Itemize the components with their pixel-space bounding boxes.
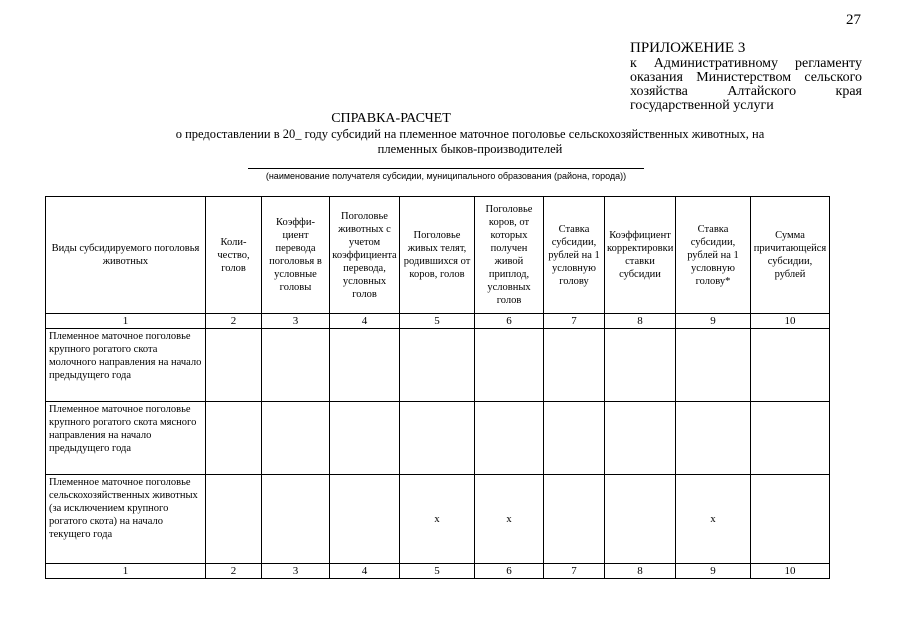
table-cell: x bbox=[676, 475, 751, 564]
column-number: 1 bbox=[46, 314, 206, 329]
column-number: 3 bbox=[262, 314, 330, 329]
column-number: 10 bbox=[751, 564, 830, 579]
column-number: 7 bbox=[544, 314, 605, 329]
row-label: Племенное маточное поголовье крупного рогатого скота мясного направления на начало предыдущего года bbox=[46, 402, 206, 475]
table-cell bbox=[400, 329, 475, 402]
table-cell bbox=[676, 402, 751, 475]
column-number: 6 bbox=[475, 314, 544, 329]
table-cell bbox=[330, 402, 400, 475]
column-header: Коэффи-циент перевода поголовья в условные головы bbox=[262, 197, 330, 314]
appendix-title: ПРИЛОЖЕНИЕ 3 bbox=[630, 40, 746, 56]
table-row bbox=[46, 329, 830, 402]
column-number: 9 bbox=[676, 564, 751, 579]
table-cell bbox=[605, 475, 676, 564]
column-header: Коли-чество, голов bbox=[206, 197, 262, 314]
page-number: 27 bbox=[846, 12, 861, 28]
table-cell bbox=[206, 329, 262, 402]
column-header: Поголовье животных с учетом коэффициента перевода, условных голов bbox=[330, 197, 400, 314]
column-number: 5 bbox=[400, 314, 475, 329]
column-number: 5 bbox=[400, 564, 475, 579]
table-cell bbox=[676, 329, 751, 402]
table-cell bbox=[751, 402, 830, 475]
column-number: 2 bbox=[206, 564, 262, 579]
column-number: 8 bbox=[605, 314, 676, 329]
table-cell bbox=[605, 329, 676, 402]
recipient-underline bbox=[248, 168, 644, 169]
table-cell bbox=[206, 475, 262, 564]
column-header: Сумма причитающейся субсидии, рублей bbox=[751, 197, 830, 314]
table-row bbox=[46, 475, 830, 564]
table-cell bbox=[544, 475, 605, 564]
table-cell bbox=[400, 402, 475, 475]
table-cell bbox=[262, 402, 330, 475]
column-header: Поголовье коров, от которых получен живой приплод, условных голов bbox=[475, 197, 544, 314]
table-cell: x bbox=[475, 475, 544, 564]
column-number: 9 bbox=[676, 314, 751, 329]
recipient-caption: (наименование получателя субсидии, муниципального образования (района, города)) bbox=[265, 171, 627, 181]
row-label: Племенное маточное поголовье сельскохозяйственных животных (за исключением крупного рогатого скота) на начало текущего года bbox=[46, 475, 206, 564]
column-header: Ставка субсидии, рублей на 1 условную голову* bbox=[676, 197, 751, 314]
table-cell bbox=[330, 329, 400, 402]
column-number: 4 bbox=[330, 314, 400, 329]
column-number: 1 bbox=[46, 564, 206, 579]
column-number: 8 bbox=[605, 564, 676, 579]
document-title: СПРАВКА-РАСЧЕТ bbox=[331, 111, 451, 126]
table-cell bbox=[544, 402, 605, 475]
column-number: 4 bbox=[330, 564, 400, 579]
column-number-row bbox=[46, 314, 830, 329]
column-number: 2 bbox=[206, 314, 262, 329]
table-cell bbox=[262, 329, 330, 402]
header-row bbox=[46, 197, 830, 314]
row-label: Племенное маточное поголовье крупного рогатого скота молочного направления на начало предыдущего года bbox=[46, 329, 206, 402]
column-number: 10 bbox=[751, 314, 830, 329]
column-number: 7 bbox=[544, 564, 605, 579]
column-header: Ставка субсидии, рублей на 1 условную голову bbox=[544, 197, 605, 314]
column-number: 3 bbox=[262, 564, 330, 579]
column-header: Коэффициент корректировки ставки субсидии bbox=[605, 197, 676, 314]
footer-number-row bbox=[46, 564, 830, 579]
appendix-text: к Административному регламенту оказания Министерством сельского хозяйства Алтайского края государственной услуги bbox=[630, 56, 862, 113]
table-cell: x bbox=[400, 475, 475, 564]
table-cell bbox=[330, 475, 400, 564]
table-cell bbox=[544, 329, 605, 402]
column-number: 6 bbox=[475, 564, 544, 579]
calculation-table bbox=[45, 196, 830, 579]
table-cell bbox=[475, 329, 544, 402]
appendix-block bbox=[630, 40, 862, 113]
table-cell bbox=[605, 402, 676, 475]
table-cell bbox=[262, 475, 330, 564]
table-row bbox=[46, 402, 830, 475]
column-header: Поголовье живых телят, родившихся от коров, голов bbox=[400, 197, 475, 314]
table-cell bbox=[206, 402, 262, 475]
column-header: Виды субсидируемого поголовья животных bbox=[46, 197, 206, 314]
document-subtitle: о предоставлении в 20_ году субсидий на племенное маточное поголовье сельскохозяйственных животных, на племенных быков-производителей bbox=[175, 127, 765, 156]
table-cell bbox=[751, 329, 830, 402]
table-cell bbox=[475, 402, 544, 475]
table-cell bbox=[751, 475, 830, 564]
